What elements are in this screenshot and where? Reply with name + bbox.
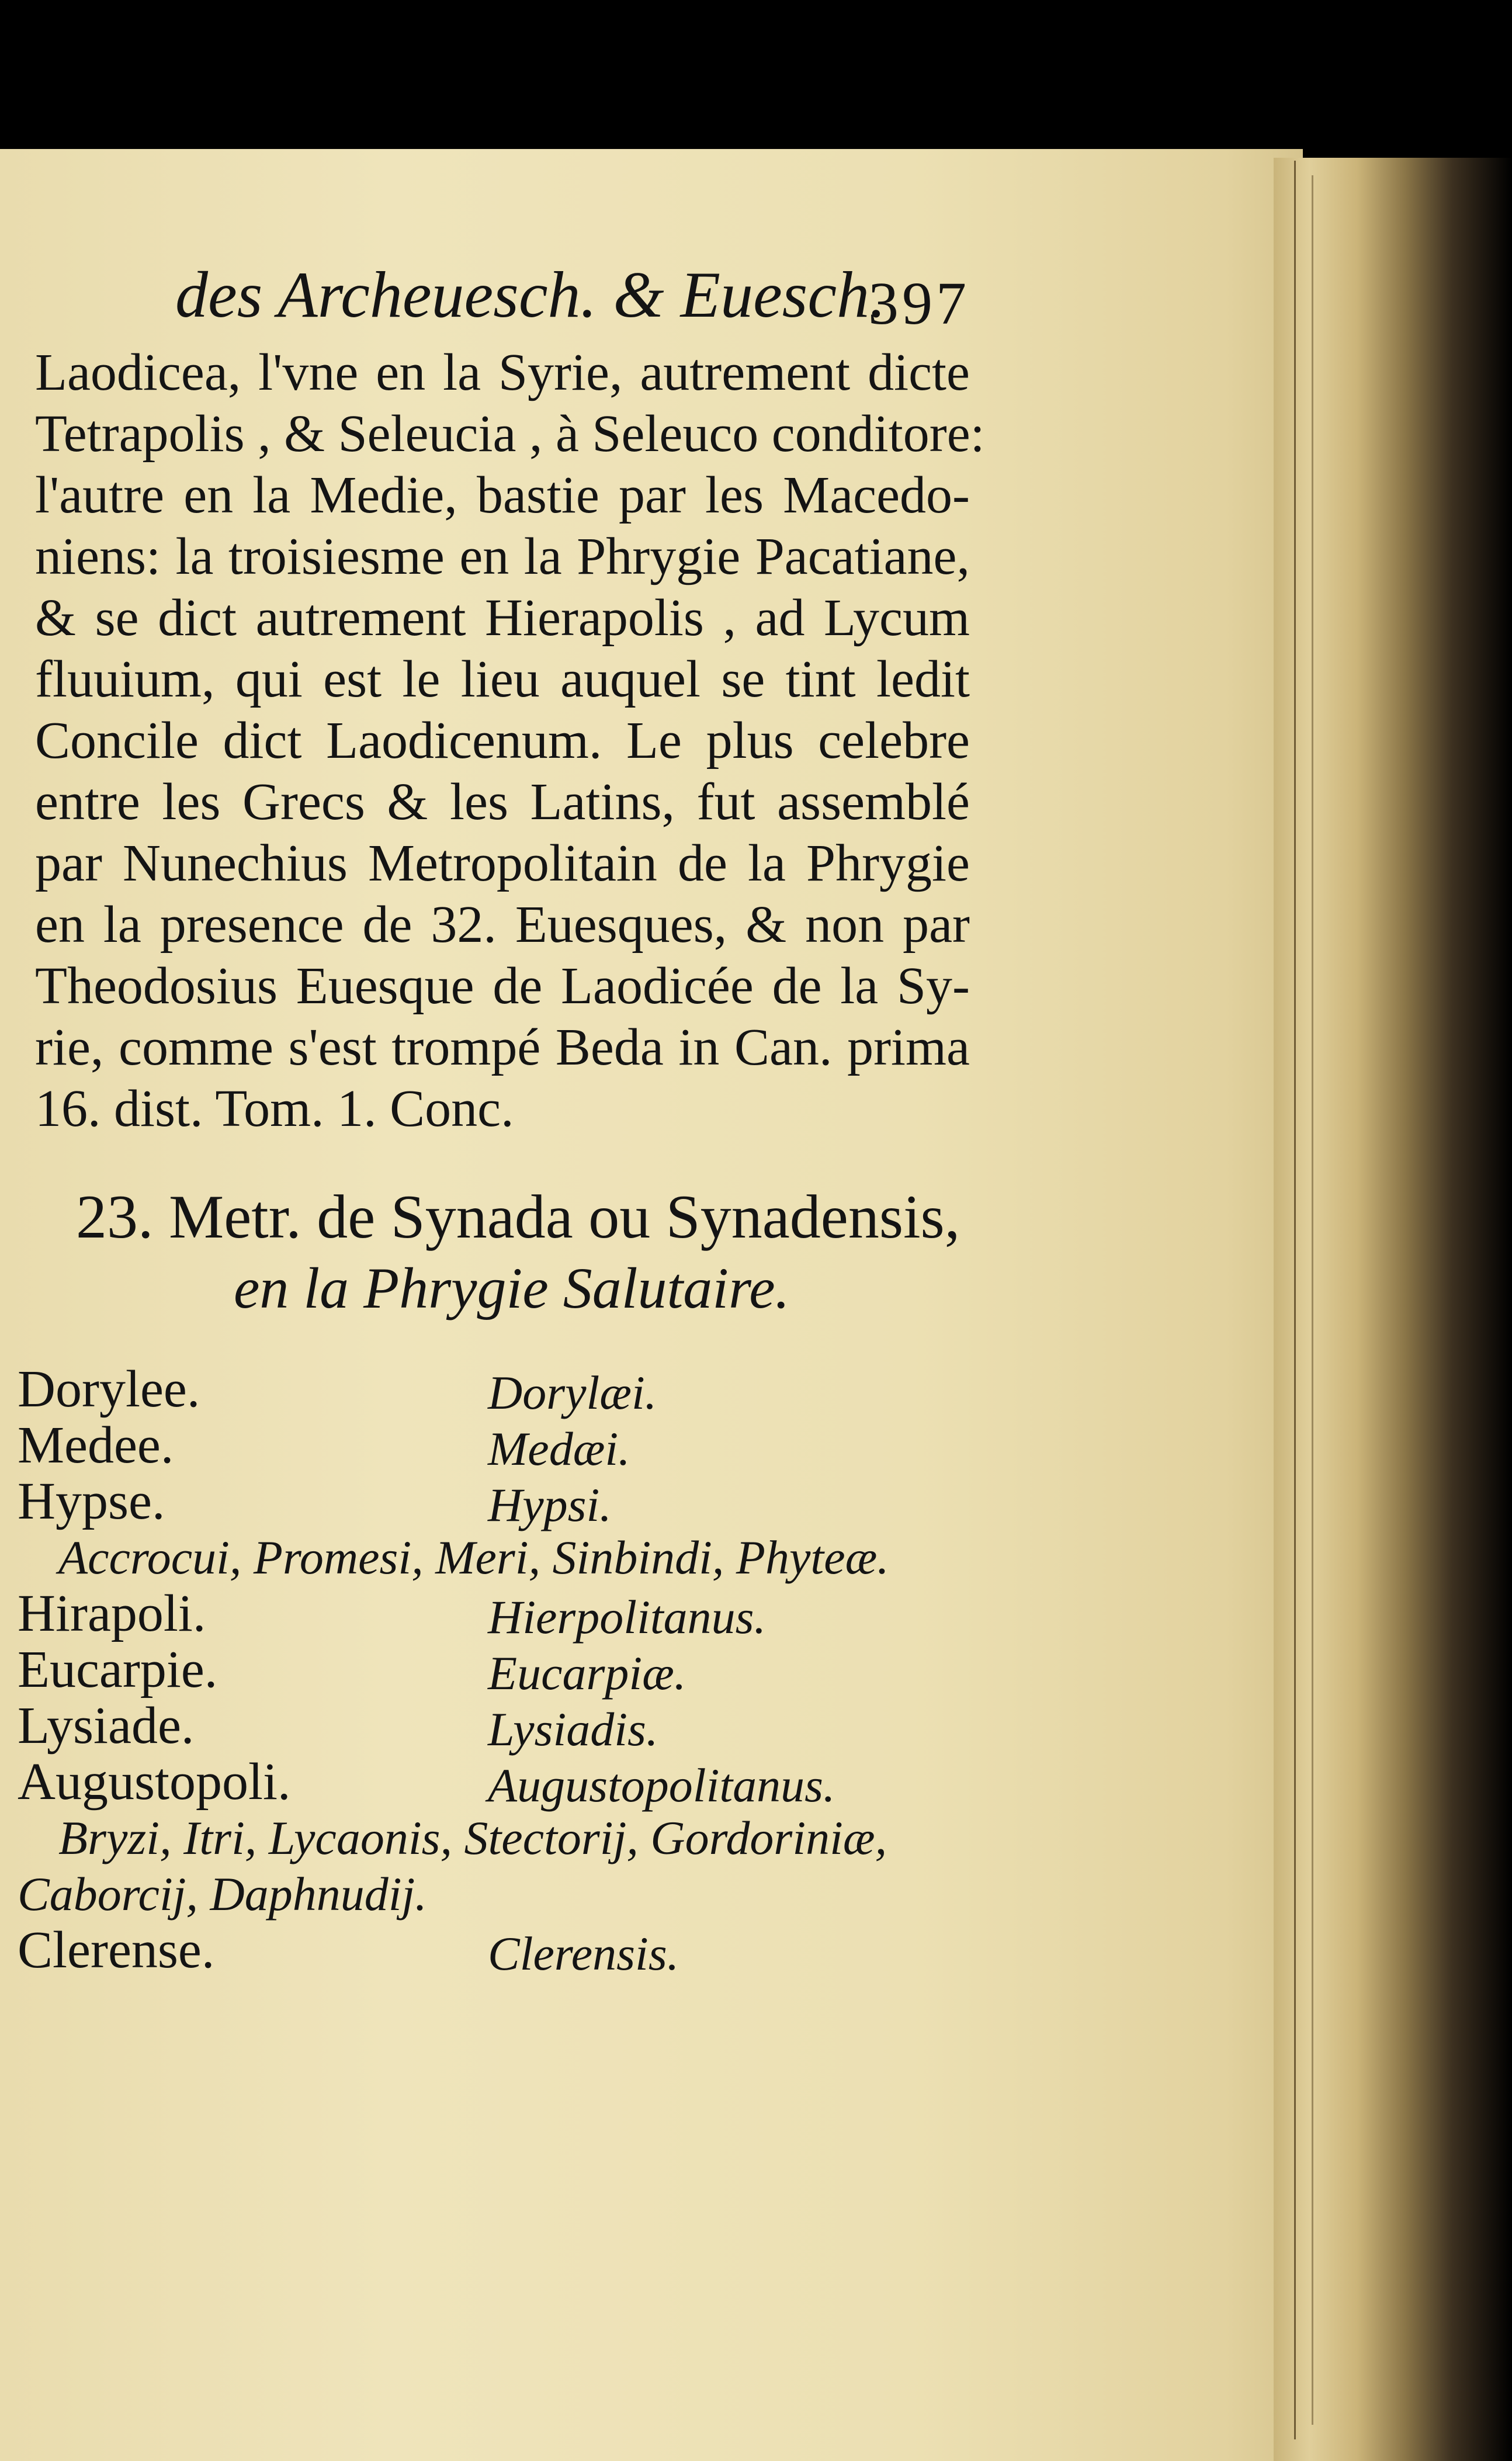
list-item: [18, 1754, 976, 1810]
french-name: Hirapoli.: [18, 1585, 206, 1642]
latin-name: Medæi.: [488, 1422, 630, 1475]
latin-name: Dorylæi.: [488, 1366, 657, 1419]
list-item: [18, 1586, 976, 1642]
french-name: Augustopoli.: [18, 1753, 291, 1811]
paragraph-line: Laodicea, l'vne en la Syrie, autrement dicte: [35, 344, 970, 401]
running-header: [175, 257, 970, 337]
list-item: [18, 1642, 976, 1698]
page-edge-line: [1312, 175, 1313, 2425]
french-name: Hypse.: [18, 1472, 165, 1530]
paragraph-line: niens: la troisiesme en la Phrygie Pacatiane,: [35, 528, 970, 585]
paragraph-line: Tetrapolis , & Seleucia , à Seleuco conditore:: [35, 405, 985, 463]
latin-name: Lysiadis.: [488, 1703, 658, 1756]
paragraph-line: Concile dict Laodicenum. Le plus celebre: [35, 712, 970, 770]
latin-name: Eucarpiæ.: [488, 1647, 686, 1700]
paragraph-line: Theodosius Euesque de Laodicée de la Sy-: [35, 957, 970, 1015]
paragraph-line: 16. dist. Tom. 1. Conc.: [35, 1080, 514, 1138]
list-note: Caborcij, Daphnudij.: [18, 1867, 427, 1921]
section-heading-line1: 23. Metr. de Synada ou Synadensis,: [76, 1183, 960, 1251]
paragraph-line: fluuium, qui est le lieu auquel se tint ledit: [35, 650, 970, 708]
list-item: [18, 1698, 976, 1754]
body-paragraph: [35, 342, 985, 1139]
paragraph-line: entre les Grecs & les Latins, fut assemblé: [35, 773, 970, 831]
section-heading: [76, 1180, 960, 1323]
french-name: Medee.: [18, 1416, 174, 1474]
french-name: Eucarpie.: [18, 1641, 218, 1699]
paragraph-line: l'autre en la Medie, bastie par les Macedo-: [35, 466, 970, 524]
latin-name: Hierpolitanus.: [488, 1590, 767, 1644]
page-edge-line: [1294, 161, 1296, 2439]
see-list: [18, 1361, 976, 1978]
paragraph-line: & se dict autrement Hierapolis , ad Lycum: [35, 589, 970, 647]
page-number: 397: [868, 270, 970, 337]
page-fore-edge: [1274, 158, 1512, 2461]
list-item: [18, 1361, 976, 1417]
french-name: Dorylee.: [18, 1360, 200, 1418]
list-item: [18, 1922, 976, 1978]
paragraph-line: rie, comme s'est trompé Beda in Can. prima: [35, 1018, 970, 1076]
latin-name: Clerensis.: [488, 1927, 679, 1980]
section-heading-line2: en la Phrygie Salutaire.: [234, 1256, 790, 1320]
list-note: Bryzi, Itri, Lycaonis, Stectorij, Gordoriniæ,: [58, 1811, 887, 1864]
list-item: [18, 1417, 976, 1474]
list-note: Accrocui, Promesi, Meri, Sinbindi, Phyteæ.: [58, 1531, 889, 1584]
french-name: Clerense.: [18, 1921, 215, 1979]
latin-name: Augustopolitanus.: [488, 1759, 835, 1812]
running-title: des Archeuesch. & Euesch.: [175, 259, 886, 331]
paragraph-line: en la presence de 32. Euesques, & non par: [35, 896, 970, 954]
list-item: [18, 1474, 976, 1530]
paragraph-line: par Nunechius Metropolitain de la Phrygie: [35, 834, 970, 892]
french-name: Lysiade.: [18, 1697, 195, 1755]
latin-name: Hypsi.: [488, 1478, 612, 1531]
